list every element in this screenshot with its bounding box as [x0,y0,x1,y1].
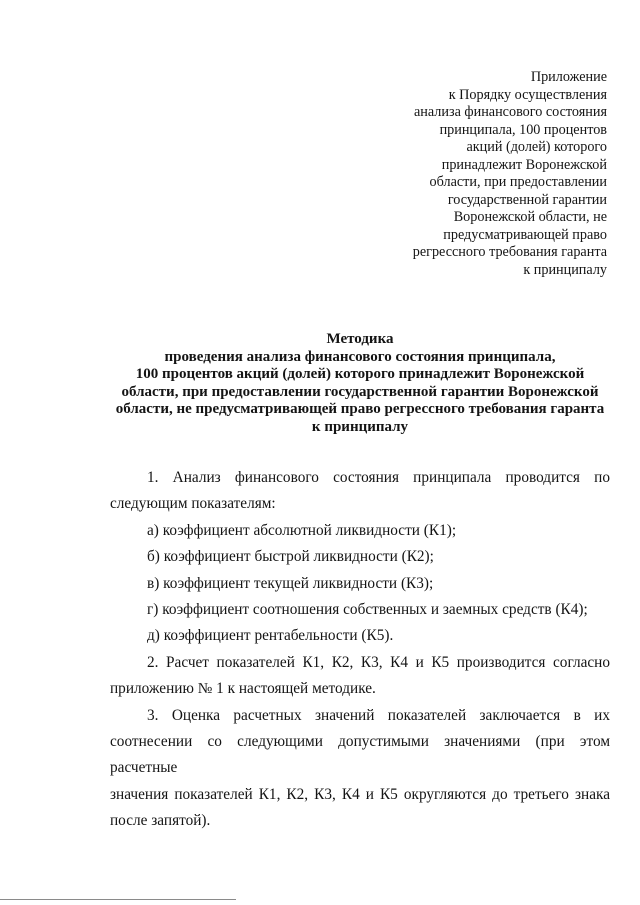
paragraph-line: 1. Анализ финансового состояния принципала проводится по [147,469,610,486]
indicator-list [110,518,610,650]
title-line: Методика [326,331,394,347]
paragraph-line: 2. Расчет показателей К1, К2, К3, К4 и К5 производится согласно [147,653,610,671]
paragraph-1 [110,465,610,518]
paragraph-line: приложению № 1 к настоящей методике. [110,680,376,698]
list-item: а) коэффициент абсолютной ликвидности (К1); [147,521,457,539]
appendix-line: предусматривающей право [443,226,607,243]
appendix-line: к Порядку осуществления [448,86,607,103]
document-title [100,331,620,437]
paragraph-line: следующим показателям: [110,495,276,513]
list-item: г) коэффициент соотношения собственных и заемных средств (К4); [147,601,588,619]
appendix-line: принадлежит Воронежской [441,156,607,173]
appendix-line: Приложение [530,69,607,85]
scan-edge-line [0,899,236,900]
title-line: области, не предусматривающей право регрессного требования гаранта [115,401,605,418]
title-line: области, при предоставлении государственной гарантии Воронежской [121,383,599,400]
title-line: 100 процентов акций (долей) которого принадлежит Воронежской [135,366,585,383]
appendix-line: Воронежской области, не [453,209,607,225]
appendix-line: государственной гарантии [447,191,607,208]
appendix-line: акций (долей) которого [466,139,607,155]
appendix-line: анализа финансового состояния [413,104,607,120]
appendix-line: принципала, 100 процентов [439,121,607,138]
appendix-line: области, при предоставлении [429,174,607,190]
list-item: в) коэффициент текущей ликвидности (К3); [147,574,434,592]
list-item: д) коэффициент рентабельности (К5). [147,627,394,645]
title-line: к принципалу [311,418,409,435]
paragraph-2 [110,650,610,703]
appendix-note [347,69,607,279]
appendix-line: к принципалу [523,261,607,278]
paragraph-3 [110,703,610,835]
paragraph-line: после запятой). [110,812,211,830]
document-body [110,465,610,835]
paragraph-line: 3. Оценка расчетных значений показателей заключается в их [147,706,610,724]
appendix-line: регрессного требования гаранта [412,244,607,260]
paragraph-line: значения показателей К1, К2, К3, К4 и К5 округляются до третьего знака [110,785,610,803]
paragraph-line: соотнесении со следующими допустимыми значениями (при этом расчетные [110,733,610,777]
title-line: проведения анализа финансового состояния принципала, [164,348,556,365]
list-item: б) коэффициент быстрой ликвидности (К2); [147,548,434,566]
